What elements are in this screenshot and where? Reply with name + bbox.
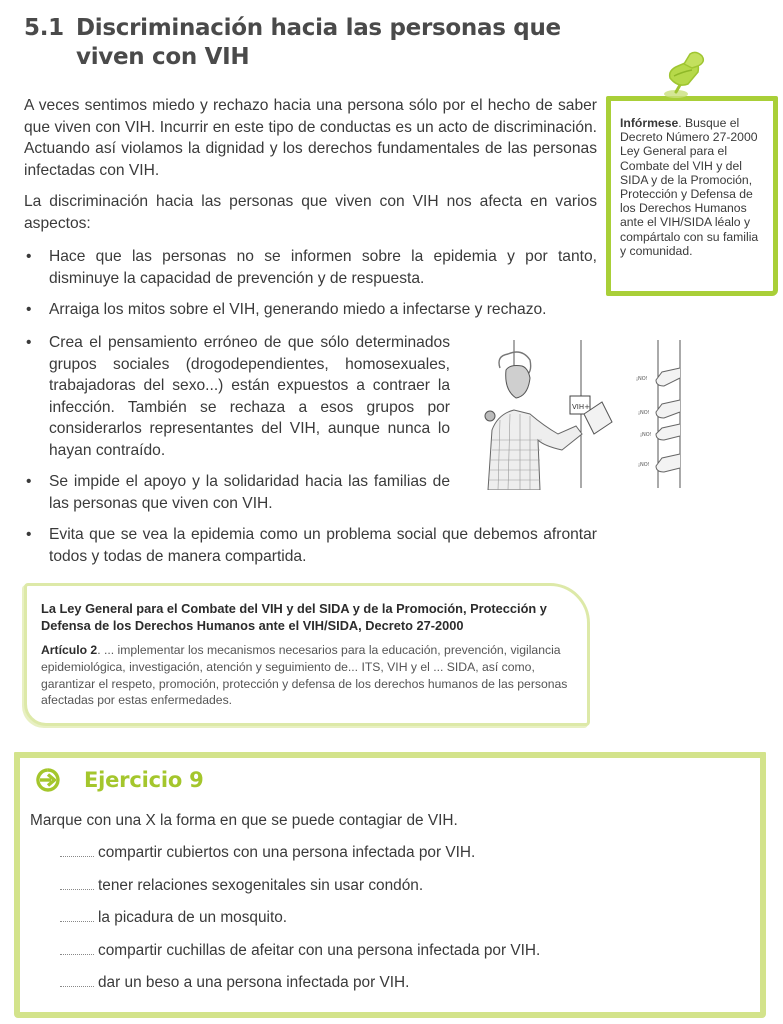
section-title-line2: viven con VIH — [76, 44, 250, 70]
note-box — [606, 96, 778, 296]
law-article-label: Artículo 2 — [41, 643, 98, 657]
exercise-option — [60, 909, 540, 942]
intro-paragraph-1: A veces sentimos miedo y rechazo hacia una persona sólo por el hecho de saber que viven con VIH. Incurrir en este tipo de conductas es un acto de discriminación. Actuando así violamos la dignidad y los derechos fundamentales de las personas infectadas con VIH. — [24, 97, 597, 179]
exercise-option — [60, 844, 540, 877]
option-text: compartir cubiertos con una persona infectada por VIH. — [98, 844, 476, 861]
exercise-option — [60, 942, 540, 975]
illustration-face — [506, 366, 530, 399]
bullet-list-top — [24, 246, 597, 331]
arrow-right-circle-icon — [36, 768, 60, 792]
illustration-hands — [656, 368, 680, 472]
illustration-hand-label: ¡NO! — [638, 462, 650, 468]
answer-blank[interactable] — [60, 954, 94, 955]
bullet-item — [24, 332, 450, 461]
exercise-option — [60, 974, 540, 1007]
bullet-marker: • — [26, 248, 32, 265]
exercise-title: Ejercicio 9 — [84, 768, 204, 792]
section-title — [24, 14, 584, 72]
exercise-instruction: Marque con una X la forma en que se puede contagiar de VIH. — [30, 812, 458, 829]
bullet-marker: • — [26, 301, 32, 318]
option-text: dar un beso a una persona infectada por VIH. — [98, 974, 410, 991]
law-article — [41, 642, 573, 709]
answer-blank[interactable] — [60, 856, 94, 857]
answer-blank[interactable] — [60, 921, 94, 922]
bullet-marker: • — [26, 334, 32, 351]
illustration-ball — [485, 411, 495, 421]
pushpin-icon — [654, 50, 710, 100]
exercise-options — [60, 844, 540, 1007]
law-quote-box — [24, 583, 590, 726]
bullet-item — [24, 299, 597, 321]
bullet-marker: • — [26, 526, 32, 543]
intro-paragraph-2: La discriminación hacia las personas que viven con VIH nos afecta en varios aspectos: — [24, 193, 597, 232]
illustration-hand-label: ¡NO! — [638, 410, 650, 416]
exercise-option — [60, 877, 540, 910]
bullet-item — [24, 246, 597, 289]
option-text: compartir cuchillas de afeitar con una persona infectada por VIH. — [98, 941, 541, 959]
note-body: . Busque el Decreto Número 27-2000 Ley General para el Combate del VIH y del SIDA y de la Promoción, Protección y Defensa de los Derechos Humanos ante el VIH/SIDA léalo y compártalo con su familia y comunidad. — [620, 116, 759, 258]
note-bold-label: Infórmese — [620, 116, 679, 130]
exercise-header — [36, 768, 204, 792]
bullet-text: Crea el pensamiento erróneo de que sólo determinados grupos sociales (drogodependientes, homosexuales, trabajadoras del sexo...) están expuestos a contraer la infección. También se rechaza a esos grupos por considerarlos representantes del VIH, aunque nunca lo hayan contraído. — [49, 334, 450, 459]
law-article-text: . ... implementar los mecanismos necesarios para la educación, prevención, vigilancia epidemiológica, investigación, atención y seguimiento de... ITS, VIH y el ... SIDA, así como, garantizar el respeto, promoción, protección y defensa de los derechos humanos de las personas afectadas por estas enfermedades. — [41, 643, 568, 708]
note-text — [620, 116, 765, 258]
option-text: la picadura de un mosquito. — [98, 909, 288, 926]
answer-blank[interactable] — [60, 889, 94, 890]
bullet-list-middle — [24, 332, 450, 524]
bullet-text: Se impide el apoyo y la solidaridad hacia las familias de las personas que viven con VIH. — [49, 473, 450, 512]
section-number: 5.1 — [24, 15, 64, 41]
section-title-line1: Discriminación hacia las personas que — [76, 15, 561, 41]
discrimination-illustration — [478, 330, 698, 490]
illustration-hand-label: ¡NO! — [640, 432, 652, 438]
bullet-text: Hace que las personas no se informen sobre la epidemia y por tanto, disminuye la capacidad de prevención y de respuesta. — [49, 248, 597, 287]
option-text: tener relaciones sexogenitales sin usar condón. — [98, 876, 424, 894]
exercise-box — [14, 752, 766, 1018]
bullet-item — [24, 524, 597, 567]
bullet-list-bottom — [24, 524, 597, 577]
answer-blank[interactable] — [60, 986, 94, 987]
illustration-hand-label: ¡NO! — [636, 376, 648, 382]
bullet-marker: • — [26, 473, 32, 490]
law-title: La Ley General para el Combate del VIH y del SIDA y de la Promoción, Protección y Defensa de los Derechos Humanos ante el VIH/SIDA, Decreto 27-2000 — [41, 601, 547, 633]
illustration-sign-text: VIH+ — [572, 403, 590, 411]
bullet-item — [24, 471, 450, 514]
bullet-text: Arraiga los mitos sobre el VIH, generando miedo a infectarse y rechazo. — [49, 301, 547, 318]
bullet-text: Evita que se vea la epidemia como un problema social que debemos afrontar todos y todas de manera compartida. — [49, 526, 597, 565]
